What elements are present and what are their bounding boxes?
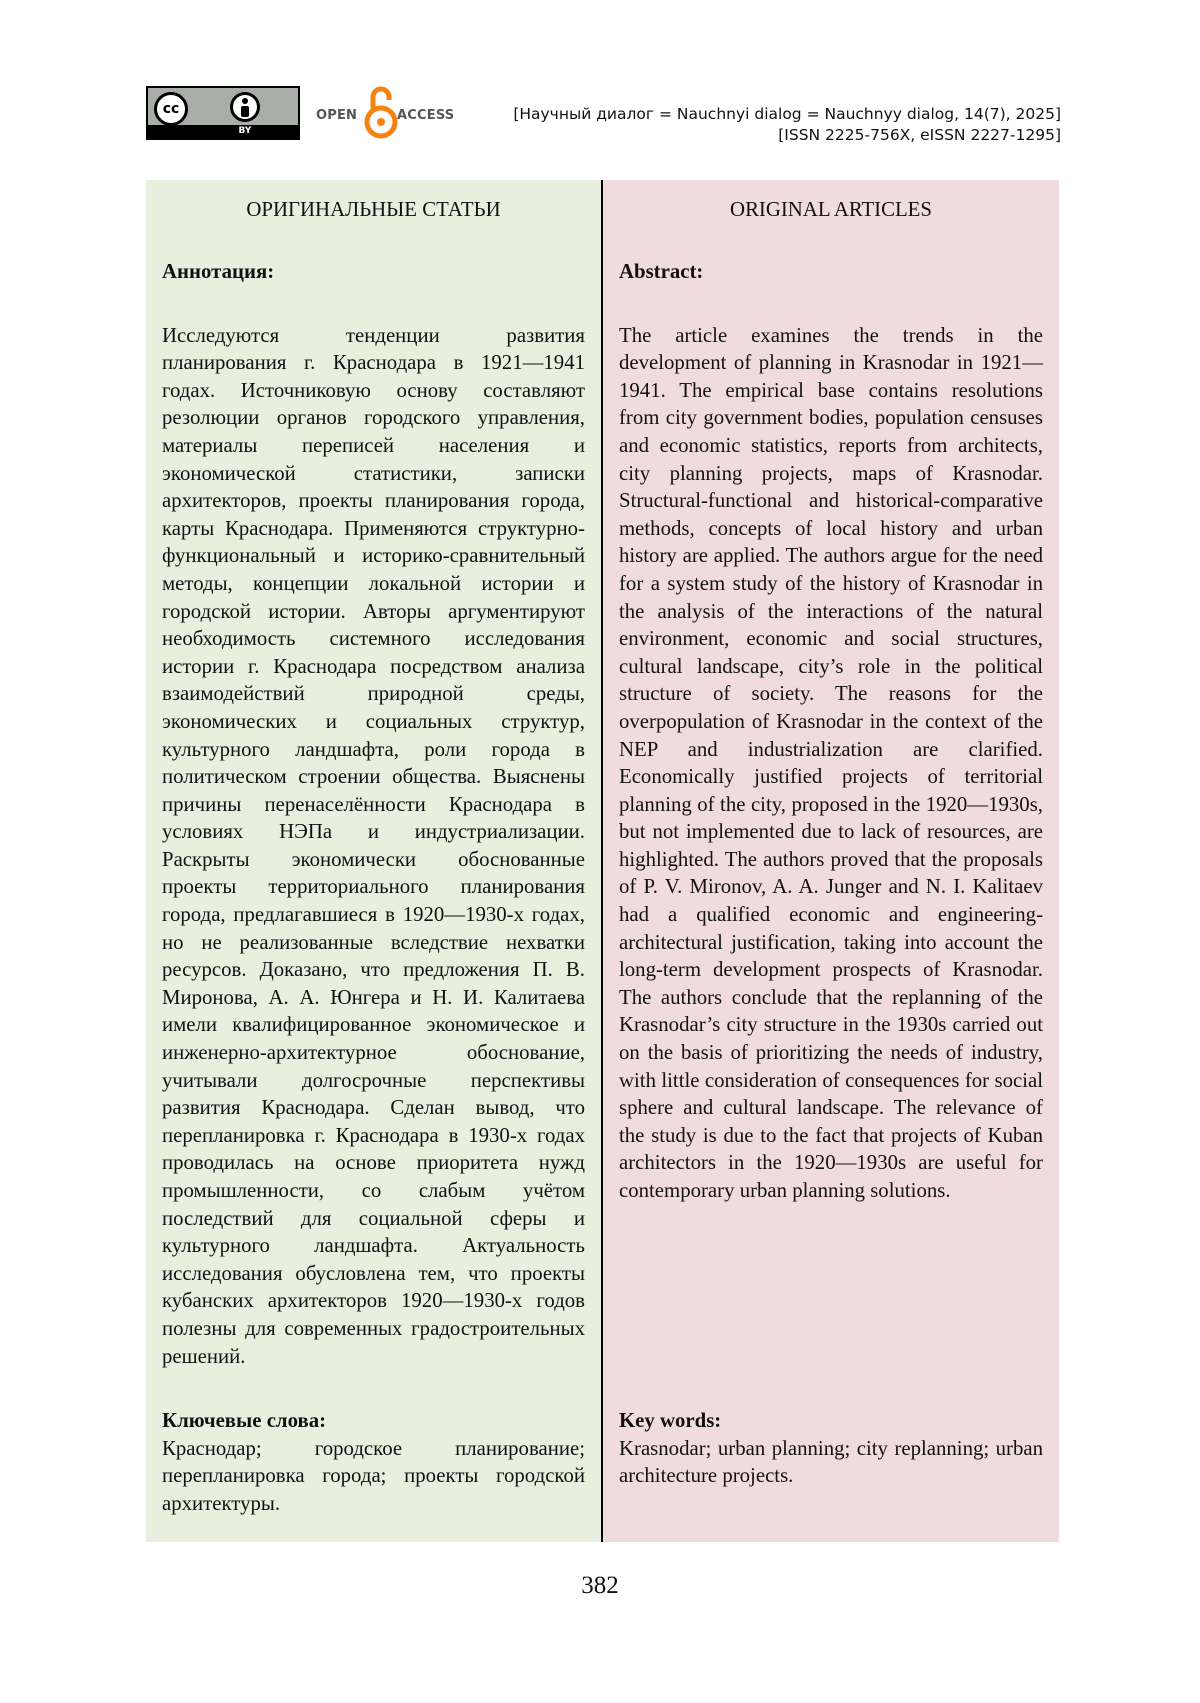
keywords-block-ru [162,1407,585,1517]
creative-commons-icon: cc [154,92,188,126]
english-abstract-panel [603,180,1059,1542]
keywords-text-en: Krasnodar; urban planning; city replanning; urban architecture projects. [619,1436,1043,1488]
page-number: 382 [581,1572,619,1599]
open-lock-icon [362,84,400,140]
russian-abstract-panel [146,180,601,1542]
keywords-heading-en: Key words: [619,1409,722,1432]
open-access-logo [316,84,456,140]
license-strip [148,125,298,138]
keywords-block-en [619,1407,1043,1490]
journal-citation: [Научный диалог = Nauchnyi dialog = Nauchnyy dialog, 14(7), 2025] [513,105,1061,123]
section-title-ru: ОРИГИНАЛЬНЫЕ СТАТЬИ [246,198,501,221]
section-title-en: ORIGINAL ARTICLES [730,198,932,221]
abstract-heading-en: Abstract: [619,260,704,283]
abstract-text-ru: Исследуются тенденции развития планирования г. Краснодара в 1921—1941 годах. Источниковую основу составляют резолюции органов городского управления, материалы переписей населения и экономической статистики, записки архитекторов, проекты планирования города, карты Краснодара. Применяются структурно-функциональный и историко-сравнительный методы, концепции локальной истории и городской истории. Авторы аргументируют необходимость системного исследования истории г. Краснодара посредством анализа взаимодействий природной среды, экономических и социальных структур, культурного ландшафта, роли города в политическом строении общества. Выяснены причины перенаселённости Краснодара в условиях НЭПа и индустриализации. Раскрыты экономически обоснованные проекты территориального планирования города, предлагавшиеся в 1920—1930-х годах, но не реализованные вследствие нехватки ресурсов. Доказано, что предложения П. В. Миронова, А. А. Юнгера и Н. И. Калитаева имели квалифицированное экономическое и инженерно-архитектурное обоснование, учитывали долгосрочные перспективы развития Краснодара. Сделан вывод, что перепланировка г. Краснодара в 1930-х годах проводилась на основе приоритета нужд промышленности, со слабым учётом последствий для социальной сферы и культурного ландшафта. Актуальность исследования обусловлена тем, что проекты кубанских архитекторов 1920—1930-х годов полезны для современных градостроительных решений. [162,323,585,1368]
keywords-text-ru: Краснодар; городское планирование; перепланировка города; проекты городской архитектуры. [162,1436,585,1515]
abstract-text-en: The article examines the trends in the development of planning in Krasnodar in 1921—1941. The empirical base contains resolutions from city government bodies, population censuses and economic statistics, reports from architects, city planning projects, maps of Krasnodar. Structural-functional and historical-comparative methods, concepts of local history and urban history are applied. The authors argue for the need for a system study of the history of Krasnodar in the analysis of the interactions of the natural environment, economic and social structures, cultural landscape, city’s role in the political structure of society. The reasons for the overpopulation of Krasnodar in the context of the NEP and industrialization are clarified. Economically justified projects of territorial planning of the city, proposed in the 1920—1930s, but not implemented due to lack of resources, are highlighted. The authors proved that the proposals of P. V. Mironov, A. A. Junger and N. I. Kalitaev had a qualified economic and engineering-architectural justification, taking into account the long-term development prospects of Krasnodar. The authors conclude that the replanning of the Krasnodar’s city structure in the 1930s carried out on the basis of prioritizing the needs of industry, with little consideration of consequences for social sphere and cultural landscape. The relevance of the study is due to the fact that projects of Kuban architectors in the 1920—1930s are useful for contemporary urban planning solutions. [619,323,1043,1202]
open-access-open-label: OPEN [316,108,358,123]
journal-issn: [ISSN 2225-756X, eISSN 2227-1295] [778,126,1061,144]
attribution-person-icon [230,92,260,122]
keywords-heading-ru: Ключевые слова: [162,1409,327,1432]
license-by-label: BY [238,126,252,136]
journal-reference [513,104,1061,146]
abstract-heading-ru: Аннотация: [162,260,275,283]
cc-by-license-badge [146,86,300,140]
open-access-access-label: ACCESS [397,108,455,123]
